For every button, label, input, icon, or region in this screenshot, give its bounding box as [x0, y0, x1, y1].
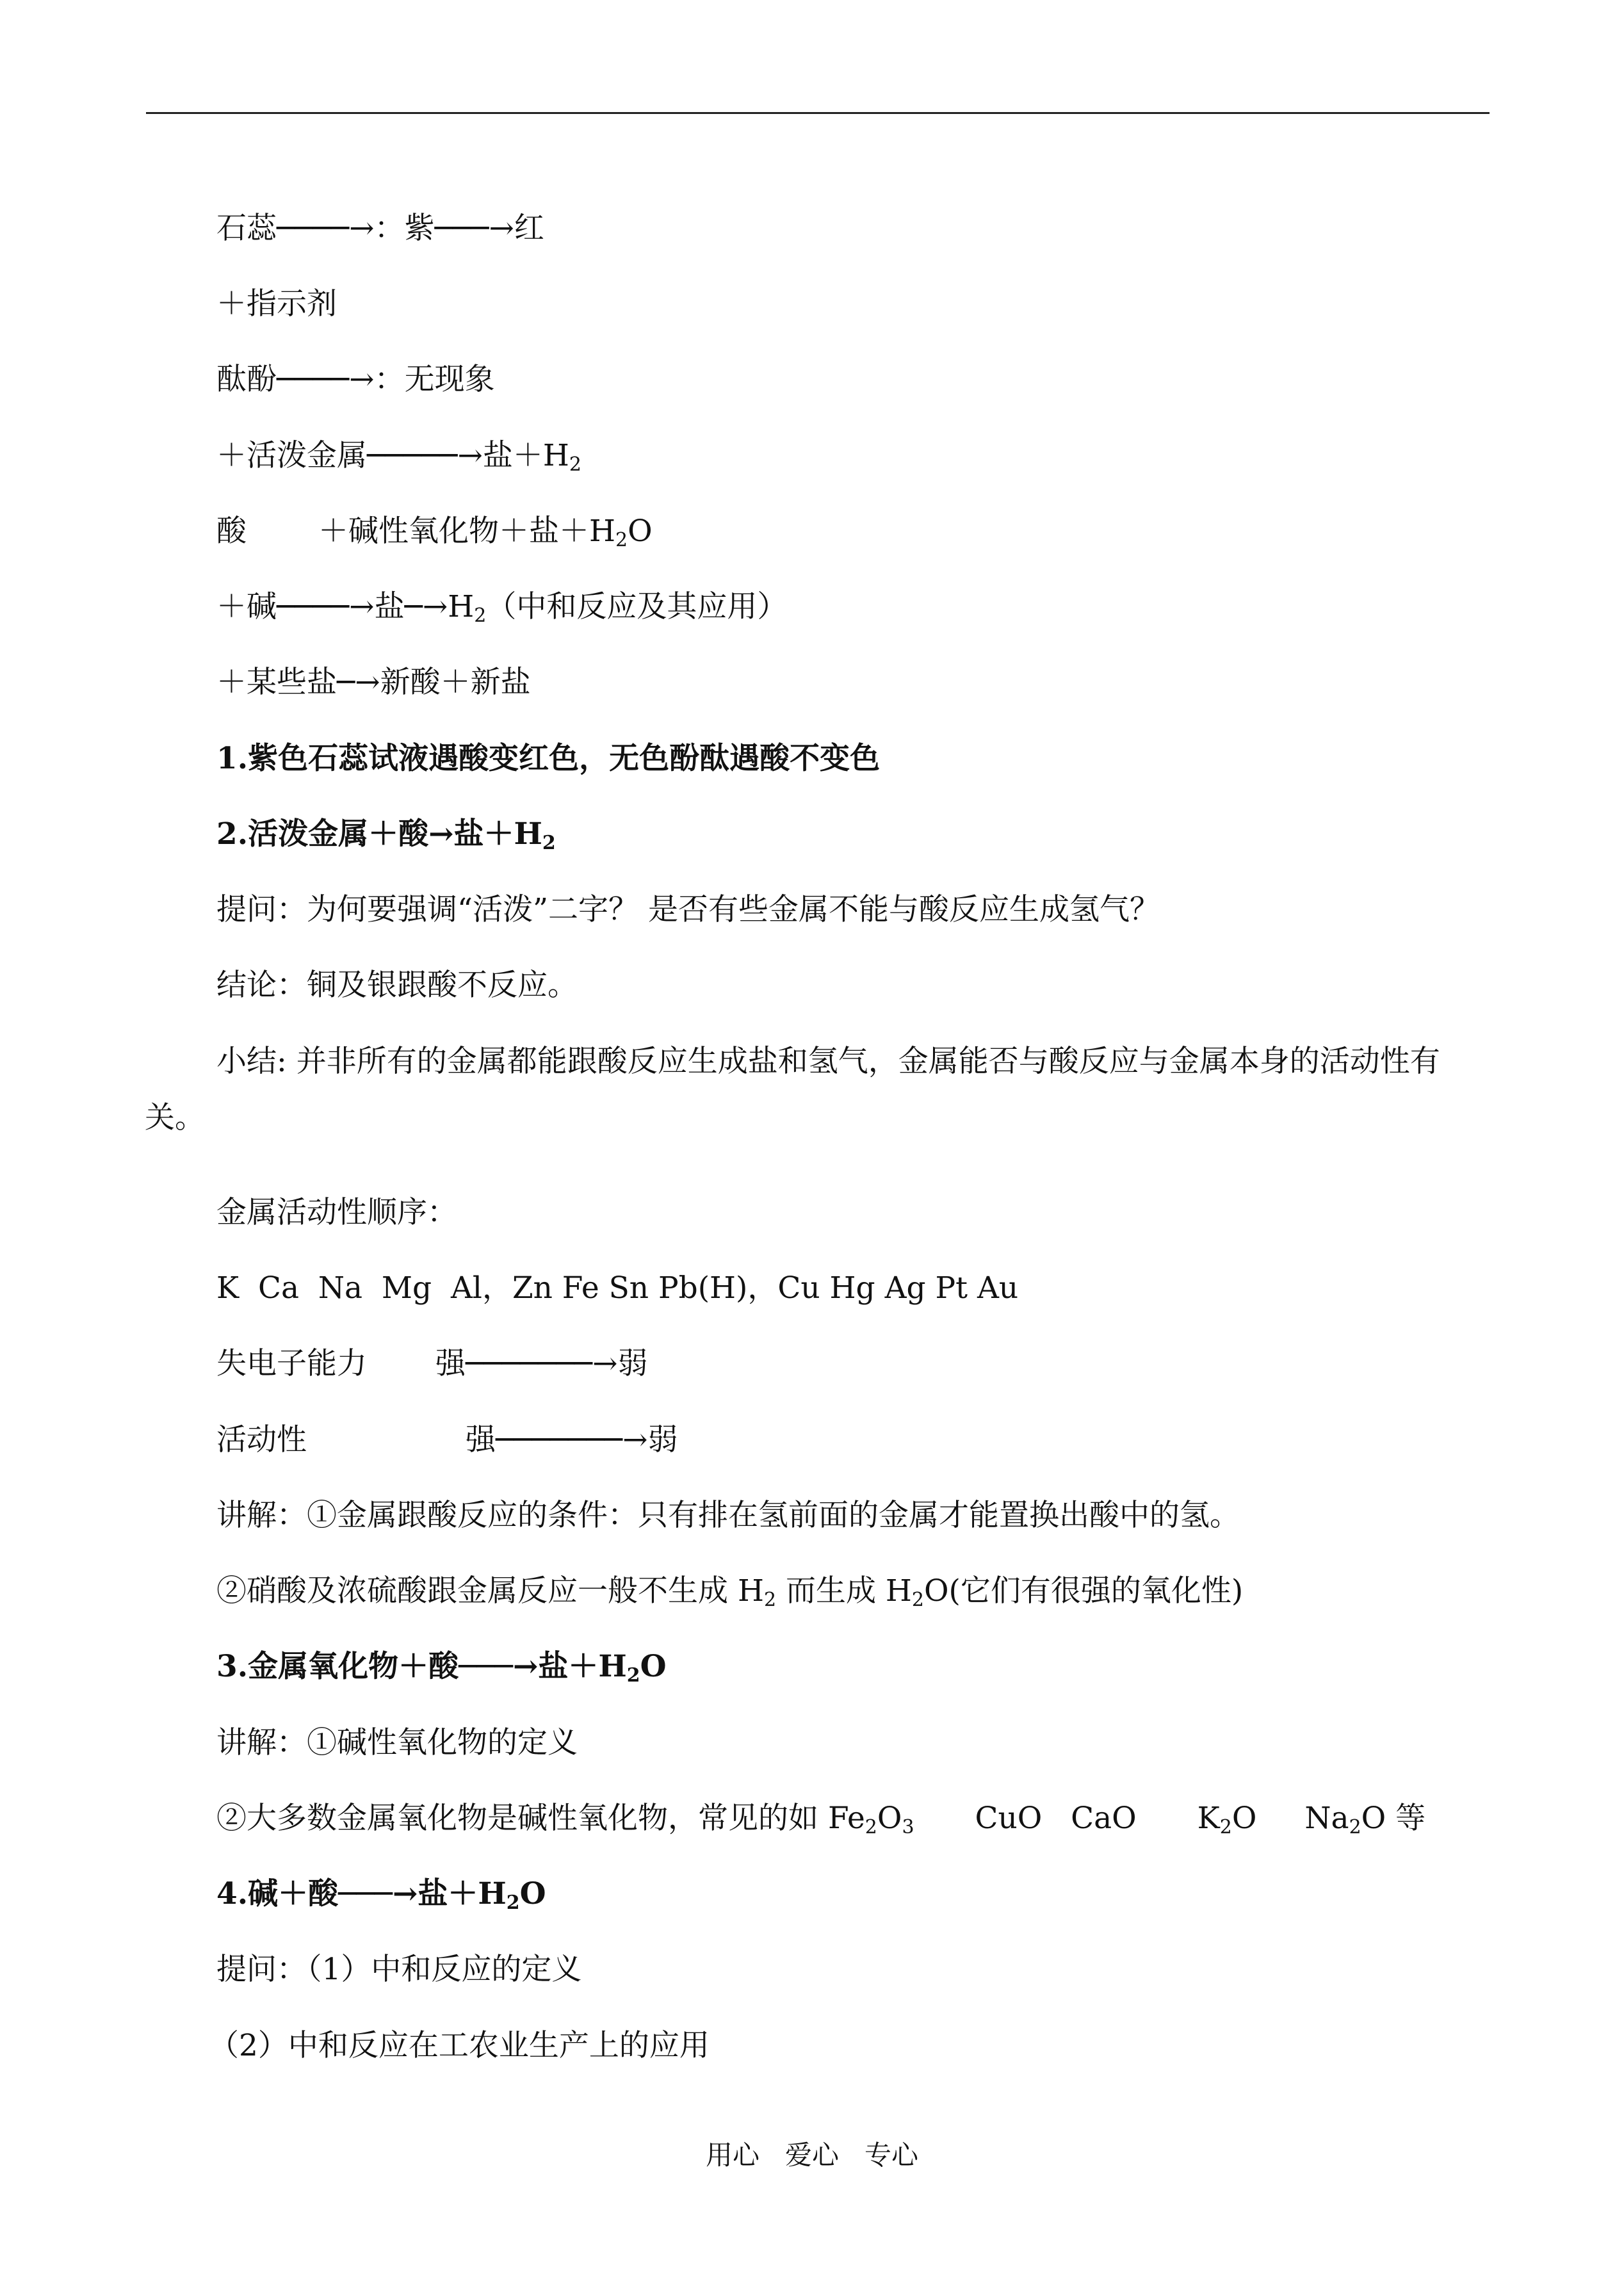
activity-series-title: 金属活动性顺序： — [216, 1195, 457, 1230]
electron-loss-line: 失电子能力 强───────→弱 — [216, 1346, 648, 1381]
summary-paragraph: 小结: 并非所有的金属都能跟酸反应生成盐和氢气，金属能否与酸反应与金属本身的活动性有关。 — [145, 1044, 1440, 1135]
question-1: 提问：为何要强调“活泼”二字？ 是否有些金属不能与酸反应生成氢气？ — [216, 892, 1160, 927]
explanation-4: ②大多数金属氧化物是碱性氧化物，常见的如 $Fe_2O_3$ CuO CaO $K_2O$ $Na_2O$ 等 — [216, 1801, 1426, 1838]
phenolphthalein-line: 酞酚────→：无现象 — [216, 362, 495, 397]
acid-basic-oxide-line: 酸 ＋碱性氧化物＋盐$+H_2O$ — [216, 514, 653, 551]
heading-3: 3.金属氧化物＋酸───→盐$+H_2O$ — [216, 1649, 667, 1687]
conclusion: 结论：铜及银跟酸不反应。 — [216, 968, 578, 1003]
heading-2: 2.活泼金属＋酸→盐$+H_2$ — [216, 816, 556, 854]
heading-1: 1.紫色石蕊试液遇酸变红色，无色酚酞遇酸不变色 — [216, 741, 881, 776]
activity-line: 活动性 强───────→弱 — [216, 1422, 678, 1457]
active-metal-line: ＋活泼金属─────→盐$+H_2$ — [216, 438, 581, 476]
indicator-line: ＋指示剂 — [216, 286, 337, 321]
salt-line: ＋某些盐─→新酸＋新盐 — [216, 665, 531, 700]
header-rule — [146, 112, 1490, 114]
litmus-line: 石蕊────→：紫───→红 — [216, 211, 544, 246]
page-footer: 用心 爱心 专心 — [705, 2139, 919, 2171]
base-line: ＋碱────→盐$─\to H_2$（中和反应及其应用） — [216, 589, 788, 627]
question-2: 提问：（1）中和反应的定义 — [216, 1952, 582, 1987]
question-3: （2）中和反应在工农业生产上的应用 — [209, 2028, 710, 2063]
activity-series: K Ca Na Mg Al，Zn Fe Sn Pb(H)，Cu Hg Ag Pt Au — [216, 1270, 1019, 1306]
explanation-1: 讲解：①金属跟酸反应的条件：只有排在氢前面的金属才能置换出酸中的氢。 — [216, 1498, 1240, 1533]
explanation-2: ②硝酸及浓硫酸跟金属反应一般不生成 $H_2$ 而生成 $H_2O$(它们有很强的氧化性) — [216, 1573, 1244, 1611]
explanation-3: 讲解：①碱性氧化物的定义 — [216, 1725, 578, 1760]
heading-4: 4.碱＋酸───→盐$+H_2O$ — [216, 1876, 546, 1914]
